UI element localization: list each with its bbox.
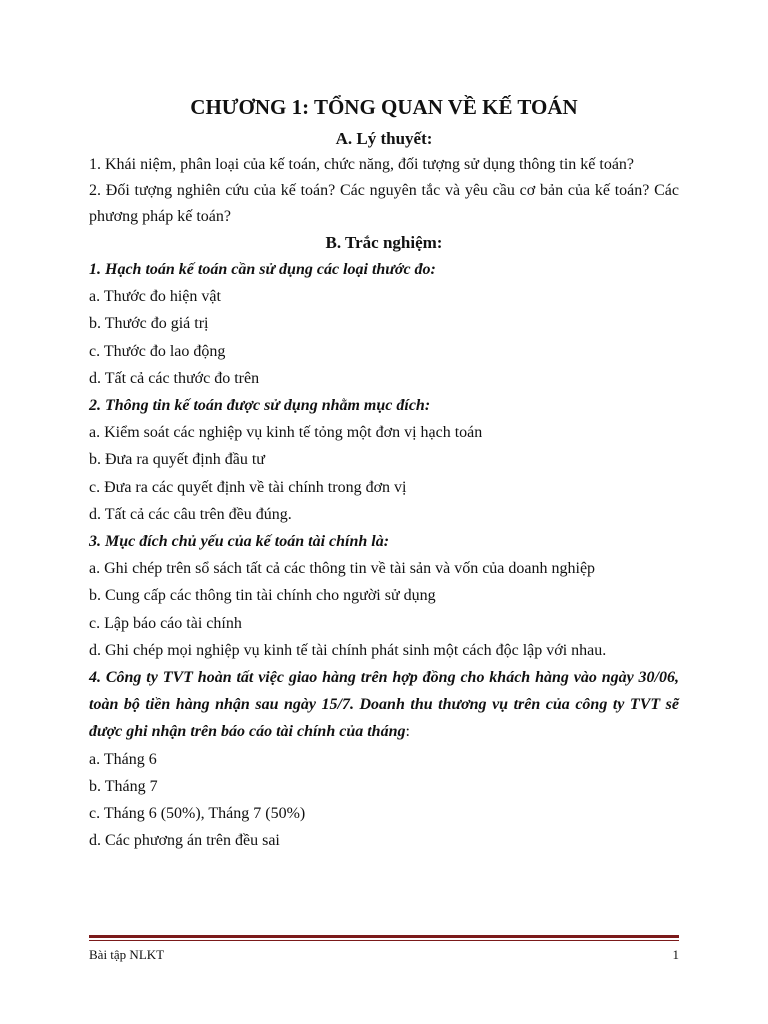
question-2-text: 2. Thông tin kế toán được sử dụng nhằm mục đích: [89, 397, 431, 415]
question-2-option-d: d. Tất cả các câu trên đều đúng. [89, 505, 292, 523]
question-2-option-c: c. Đưa ra các quyết định về tài chính trong đơn vị [89, 478, 407, 496]
question-1-option-a: a. Thước đo hiện vật [89, 288, 221, 306]
question-1-option-b: b. Thước đo giá trị [89, 315, 209, 333]
page-footer [89, 935, 679, 963]
footer-rule-thick [89, 935, 679, 938]
question-4-tail: : [405, 723, 410, 741]
question-3 [89, 528, 679, 555]
question-4-option-b: b. Tháng 7 [89, 777, 158, 795]
question-4-text: 4. Công ty TVT hoàn tất việc giao hàng trên hợp đồng cho khách hàng vào ngày 30/06, toàn bộ tiền hàng nhận sau ngày 15/7. Doanh thu thương vụ trên của công ty TVT sẽ được ghi nhận trên báo cáo tài chính của tháng [89, 669, 679, 741]
question-3-option-d: d. Ghi chép mọi nghiệp vụ kinh tế tài chính phát sinh một cách độc lập với nhau. [89, 641, 607, 659]
question-4-option-a: a. Tháng 6 [89, 750, 157, 768]
footer-rule-thin [89, 940, 679, 941]
theory-item-1: 1. Khái niệm, phân loại của kế toán, chức năng, đối tượng sử dụng thông tin kế toán? [89, 156, 635, 173]
section-a-heading: A. Lý thuyết: [335, 129, 433, 148]
document-page [89, 92, 679, 854]
question-1-text: 1. Hạch toán kế toán cần sử dụng các loại thước đo: [89, 261, 436, 278]
question-2-option-b: b. Đưa ra quyết định đầu tư [89, 451, 265, 469]
question-2-option-a: a. Kiểm soát các nghiệp vụ kinh tế tỏng một đơn vị hạch toán [89, 424, 483, 442]
question-3-text: 3. Mục đích chủ yếu của kế toán tài chính là: [89, 533, 390, 551]
section-b-heading: B. Trắc nghiệm: [325, 233, 443, 252]
question-3-option-c: c. Lập báo cáo tài chính [89, 614, 242, 632]
question-3-option-a: a. Ghi chép trên sổ sách tất cả các thông tin về tài sản và vốn của doanh nghiệp [89, 560, 596, 578]
question-1 [89, 256, 679, 283]
question-1-option-c: c. Thước đo lao động [89, 342, 226, 360]
footer-title: Bài tập NLKT [89, 947, 165, 962]
question-1-option-d: d. Tất cả các thước đo trên [89, 369, 260, 387]
question-2 [89, 392, 679, 419]
question-4-option-c: c. Tháng 6 (50%), Tháng 7 (50%) [89, 805, 306, 823]
page-number: 1 [672, 947, 679, 962]
theory-item-2: 2. Đối tượng nghiên cứu của kế toán? Các nguyên tắc và yêu cầu cơ bản của kế toán? Các phương pháp kế toán? [89, 182, 679, 225]
question-3-option-b: b. Cung cấp các thông tin tài chính cho người sử dụng [89, 587, 436, 605]
question-4-option-d: d. Các phương án trên đều sai [89, 832, 280, 850]
footer-row [89, 947, 679, 963]
chapter-title: CHƯƠNG 1: TỔNG QUAN VỀ KẾ TOÁN [190, 95, 578, 119]
question-4 [89, 664, 679, 746]
